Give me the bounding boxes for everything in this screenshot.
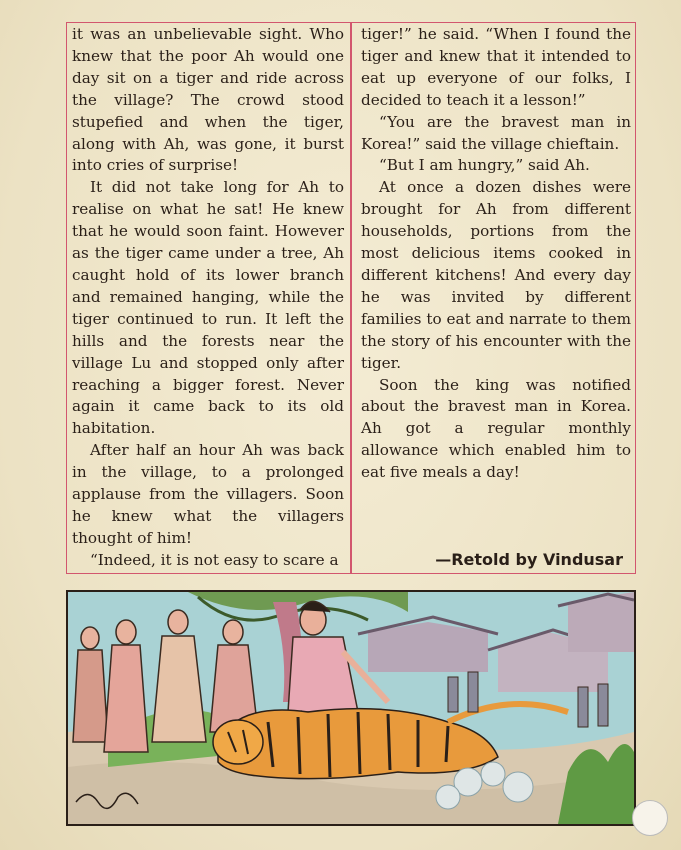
story-left-column [72, 24, 344, 572]
story-right-column [361, 24, 631, 484]
paragraph: “Indeed, it is not easy to scare a [90, 550, 339, 569]
paragraph: tiger!” he said. “When I found the tiger and knew that it intended to eat up everyone of our folks, I decided to teach it a lesson!” [361, 25, 631, 109]
paragraph: it was an unbelievable sight. Who knew that the poor Ah would one day sit on a tiger and ride across the village? The crowd stood stupefied and when the tiger, along with Ah, was gone, it burst into cries of surprise! [72, 25, 344, 175]
paragraph: “But I am hungry,” said Ah. [379, 156, 590, 175]
publisher-stamp-icon [632, 800, 668, 836]
tiger-ride-illustration [68, 592, 634, 824]
story-illustration [66, 590, 636, 826]
column-divider [350, 22, 352, 574]
paragraph: It did not take long for Ah to realise on what he sat! He knew that he would soon faint. However as the tiger came under a tree, Ah caught hold of its lower branch and remained hanging, while the tiger continued to run. It left the hills and the forests near the village Lu and stopped only after reaching a bigger forest. Never again it came back to its old habitation. [72, 178, 344, 438]
paragraph: “You are the bravest man in Korea!” said the village chieftain. [361, 112, 631, 153]
paragraph: Soon the king was notified about the bravest man in Korea. Ah got a regular monthly allowance which enabled him to eat five meals a day! [361, 375, 631, 482]
author-credit: —Retold by Vindusar [435, 550, 623, 569]
paragraph: After half an hour Ah was back in the village, to a prolonged applause from the villagers. Soon he knew what the villagers thought of him! [72, 441, 344, 547]
paragraph: At once a dozen dishes were brought for Ah from different households, portions from the most delicious items cooked in different kitchens! And every day he was invited by different families to eat and narrate to them the story of his encounter with the tiger. [361, 178, 631, 372]
